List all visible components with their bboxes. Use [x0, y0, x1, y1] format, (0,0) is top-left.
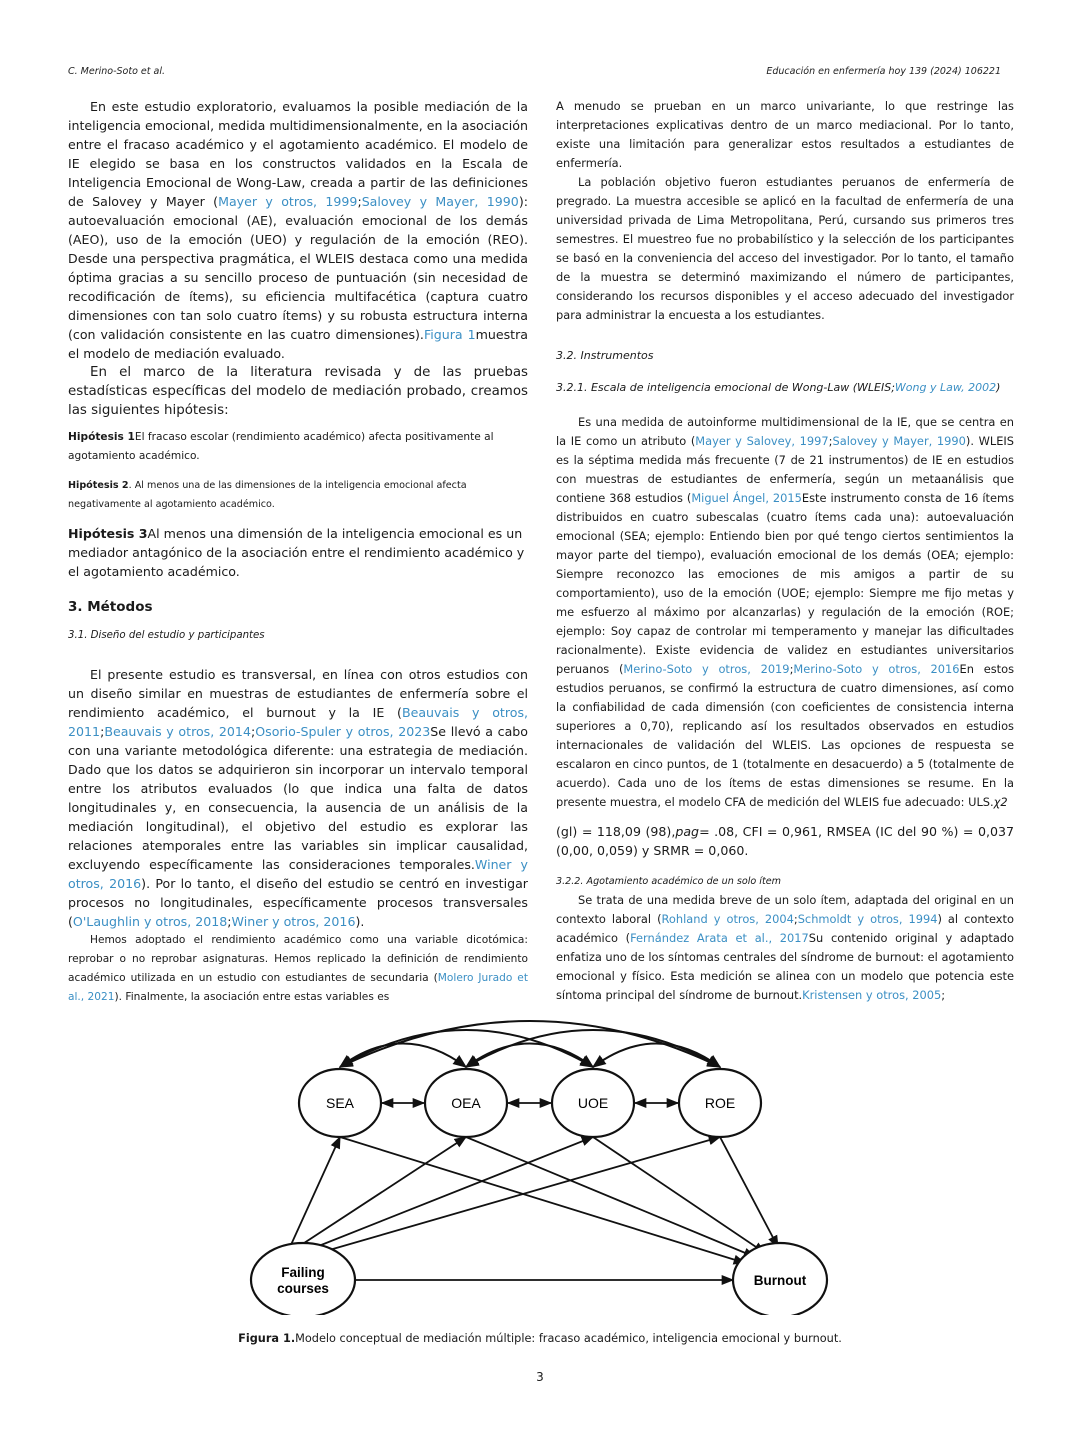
citation-link[interactable]: Fernández Arata et al., 2017 [630, 931, 809, 945]
paths-mediators-to-burnout [340, 1137, 778, 1263]
svg-text:UOE: UOE [577, 1095, 609, 1111]
node-roe [679, 1069, 761, 1137]
svg-text:Burnout: Burnout [753, 1273, 807, 1288]
chi-square-symbol: χ2 [993, 795, 1008, 809]
running-header-authors: C. Merino-Soto et al. [68, 66, 165, 77]
citation-link[interactable]: Winer y otros, 2016 [231, 914, 356, 929]
citation-link[interactable]: Schmoldt y otros, 1994 [797, 912, 938, 926]
fit-statistics: (gl) = 118,09 (98),pag= .08, CFI = 0,961, RMSEA (IC del 90 %) = 0,037 (0,00, 0,059) y SRMR = 0,060. [556, 824, 1014, 858]
citation-link[interactable]: Rohland y otros, 2004 [661, 912, 794, 926]
svg-text:courses: courses [277, 1281, 329, 1296]
node-oea [425, 1069, 507, 1137]
paragraph-wleis: Es una medida de autoinforme multidimensional de la IE, que se centra en la IE como un atributo (Mayer y Salovey, 1997;Salovey y Mayer, 1990). WLEIS es la séptima medida más frecuente (7 de 21 instrumentos) de IE en estudios con muestras de estudiantes de enfermería, según un metaanálisis que contiene 368 estudios (Miguel Ángel, 2015Este instrumento consta de 16 ítems distribuidos en cuatro subescalas (cuatro ítems cada una): autoevaluación emocional (SEA; ejemplo: Entiendo bien por qué tengo ciertos sentimientos la mayor parte del tiempo), evaluación emocional de los demás (OEA; ejemplo: Siempre reconozco las emociones de mis amigos a partir de su comportamiento), uso de la emoción (UOE; ejemplo: Siempre me fijo metas y me esfuerzo al máximo por alcanzarlas) y regulación de la emoción (ROE; ejemplo: Soy capaz de controlar mi temperamento y manejar las dificultades racionalmente). Existe evidencia de validez en estudiantes universitarios peruanos (Merino-Soto y otros, 2019;Merino-Soto y otros, 2016En estos estudios peruanos, se confirmó la estructura de cuatro dimensiones, así como la confiabilidad de cada dimensión (con coeficientes de consistencia interna superiores a 0,70), replicando así los resultados observados en estudios internacionales de validación del WLEIS. Las opciones de respuesta se escalaron en cinco puntos, de 1 (totalmente en desacuerdo) a 5 (totalmente de acuerdo). Cada uno de los ítems de estas dimensiones se resume. En la presente muestra, el modelo CFA de medición del WLEIS fue adecuado: ULS.χ2 [556, 415, 1015, 809]
svg-text:OEA: OEA [451, 1095, 481, 1111]
node-burnout [733, 1243, 827, 1315]
citation-link[interactable]: Wong y Law, 2002 [894, 381, 997, 394]
paragraph-design: El presente estudio es transversal, en línea con otros estudios con un diseño similar en muestras de estudiantes de enfermería sobre el rendimiento académico, el burnout y la IE (Beauvais y otros, 2011;Beauvais y otros, 2014;Osorio-Spuler y otros, 2023Se llevó a cabo con una variante metodológica diferente: una estrategia de mediación. Dado que los datos se adquirieron sin incorporar un intervalo temporal entre los atributos evaluados (lo que indica una falta de datos longitudinales y, en consecuencia, la ausencia de un análisis de la mediación longitudinal), el objetivo del estudio es explorar las relaciones atemporales entre las variables sin implicar causalidad, excluyendo específicamente las consideraciones temporales.Winer y otros, 2016). Por lo tanto, el diseño del estudio se centró en investigar procesos no longitudinales, específicamente procesos transversales (O'Laughlin y otros, 2018;Winer y otros, 2016). [68, 667, 529, 929]
mediation-diagram [240, 1015, 840, 1315]
node-uoe [552, 1069, 634, 1137]
paragraph-univariate: A menudo se prueban en un marco univariante, lo que restringe las interpretaciones explicativas dentro de un marco mediacional. Por lo tanto, existe una limitación para generalizar estos resultados a estudiantes de enfermería. [556, 99, 1014, 170]
paragraph-intro: En este estudio exploratorio, evaluamos la posible mediación de la inteligencia emocional, medida multidimensionalmente, en la asociación entre el fracaso académico y el agotamiento académico. El modelo de IE elegido se basa en los constructos validados en la Escala de Inteligencia Emocional de Wong-Law, creada a partir de las definiciones de Salovey y Mayer (Mayer y otros, 1999;Salovey y Mayer, 1990): autoevaluación emocional (AE), evaluación emocional de los demás (AEO), uso de la emoción (UEO) y regulación de la emoción (REO). Desde una perspectiva pragmática, el WLEIS destaca como una medida óptima gracias a su sencillo proceso de puntuación (sin necesidad de recodificación de ítems), su eficiencia multifacética (captura cuatro dimensiones con tan solo cuatro ítems) y su robusta estructura interna (con validación consistente en las cuatro dimensiones).Figura 1muestra el modelo de mediación evaluado. [68, 99, 529, 361]
citation-link[interactable]: Salovey y Mayer, 1990 [361, 194, 519, 209]
running-header-journal: Educación en enfermería hoy 139 (2024) 106221 [766, 66, 1001, 77]
citation-link[interactable]: Kristensen y otros, 2005 [802, 988, 942, 1002]
subsection-heading-design: 3.1. Diseño del estudio y participantes [68, 630, 265, 641]
citation-link[interactable]: O'Laughlin y otros, 2018 [72, 914, 228, 929]
citation-link[interactable]: Mayer y otros, 1999 [218, 194, 358, 209]
node-failing-courses [251, 1243, 355, 1315]
page-number: 3 [536, 1370, 544, 1384]
paragraph-population: La población objetivo fueron estudiantes peruanos de enfermería de pregrado. La muestra accesible se aplicó en la facultad de enfermería de una universidad privada de Lima Metropolitana, Perú, cursando sus primeros tres semestres. El muestreo fue no probabilístico y la selección de los participantes se basó en la conveniencia del acceso del investigador. Por lo tanto, el tamaño de la muestra se determinó maximizando el número de participantes, considerando los recursos disponibles y el acceso adecuado del investigador para administrar la encuesta a los estudiantes. [556, 175, 1014, 322]
subsection-heading-wleis: 3.2.1. Escala de inteligencia emocional de Wong-Law (WLEIS;Wong y Law, 2002) [556, 381, 1001, 394]
citation-link[interactable]: Merino-Soto y otros, 2019 [623, 662, 790, 676]
figure-mediation-model [240, 1015, 840, 1315]
citation-link[interactable]: Beauvais y otros, 2011 [68, 705, 529, 739]
paragraph-burnout-item: Se trata de una medida breve de un solo ítem, adaptada del original en un contexto laboral (Rohland y otros, 2004;Schmoldt y otros, 1994) al contexto académico (Fernández Arata et al., 2017Su contenido original y adaptado enfatiza uno de los síntomas centrales del síndrome de burnout: el agotamiento emocional y físico. Esta medición se alinea con un modelo que potencia este síntoma principal del síndrome de burnout.Kristensen y otros, 2005; [556, 893, 1014, 1002]
citation-link[interactable]: Molero Jurado et al., 2021 [68, 972, 528, 1003]
left-column [68, 97, 528, 1007]
citation-link[interactable]: Merino-Soto y otros, 2016 [793, 662, 960, 676]
paragraph-hypotheses-intro: En el marco de la literatura revisada y de las pruebas estadísticas específicas del modelo de mediación probado, creamos las siguientes hipótesis: [68, 365, 528, 418]
node-sea [299, 1069, 381, 1137]
svg-text:Failing: Failing [281, 1265, 325, 1280]
svg-text:SEA: SEA [325, 1095, 355, 1111]
hypothesis-1: Hipótesis 1El fracaso escolar (rendimiento académico) afecta positivamente al agotamiento académico. [68, 431, 494, 462]
citation-link[interactable]: Winer y otros, 2016 [68, 857, 529, 891]
figure-link[interactable]: Figura 1 [423, 327, 476, 342]
subsection-heading-instruments: 3.2. Instrumentos [556, 349, 654, 362]
figure-caption: Figura 1.Modelo conceptual de mediación múltiple: fracaso académico, inteligencia emocional y burnout. [238, 1332, 842, 1345]
paths-failing-to-mediators [290, 1137, 720, 1255]
citation-link[interactable]: Mayer y Salovey, 1997 [695, 434, 829, 448]
paragraph-academic-performance: Hemos adoptado el rendimiento académico como una variable dicotómica: reprobar o no reprobar asignaturas. Hemos replicado la definición de rendimiento académico utilizada en un estudio con estudiantes de secundaria (Molero Jurado et al., 2021). Finalmente, la asociación entre estas variables es [68, 934, 528, 1003]
citation-link[interactable]: Osorio-Spuler y otros, 2023 [255, 724, 431, 739]
citation-link[interactable]: Beauvais y otros, 2014 [104, 724, 251, 739]
right-column [556, 97, 1014, 1005]
covariance-arcs [340, 1021, 720, 1067]
section-heading-methods: 3. Métodos [68, 599, 153, 615]
svg-text:ROE: ROE [704, 1095, 736, 1111]
hypothesis-3: Hipótesis 3Al menos una dimensión de la inteligencia emocional es un mediador antagónico de la asociación entre el rendimiento académico y el agotamiento académico. [68, 526, 525, 579]
hypothesis-2: Hipótesis 2. Al menos una de las dimensiones de la inteligencia emocional afecta negativamente al agotamiento académico. [68, 480, 467, 510]
citation-link[interactable]: Salovey y Mayer, 1990 [832, 434, 966, 448]
citation-link[interactable]: Miguel Ángel, 2015 [691, 491, 802, 505]
subsection-heading-burnout-item: 3.2.2. Agotamiento académico de un solo ítem [556, 876, 781, 887]
